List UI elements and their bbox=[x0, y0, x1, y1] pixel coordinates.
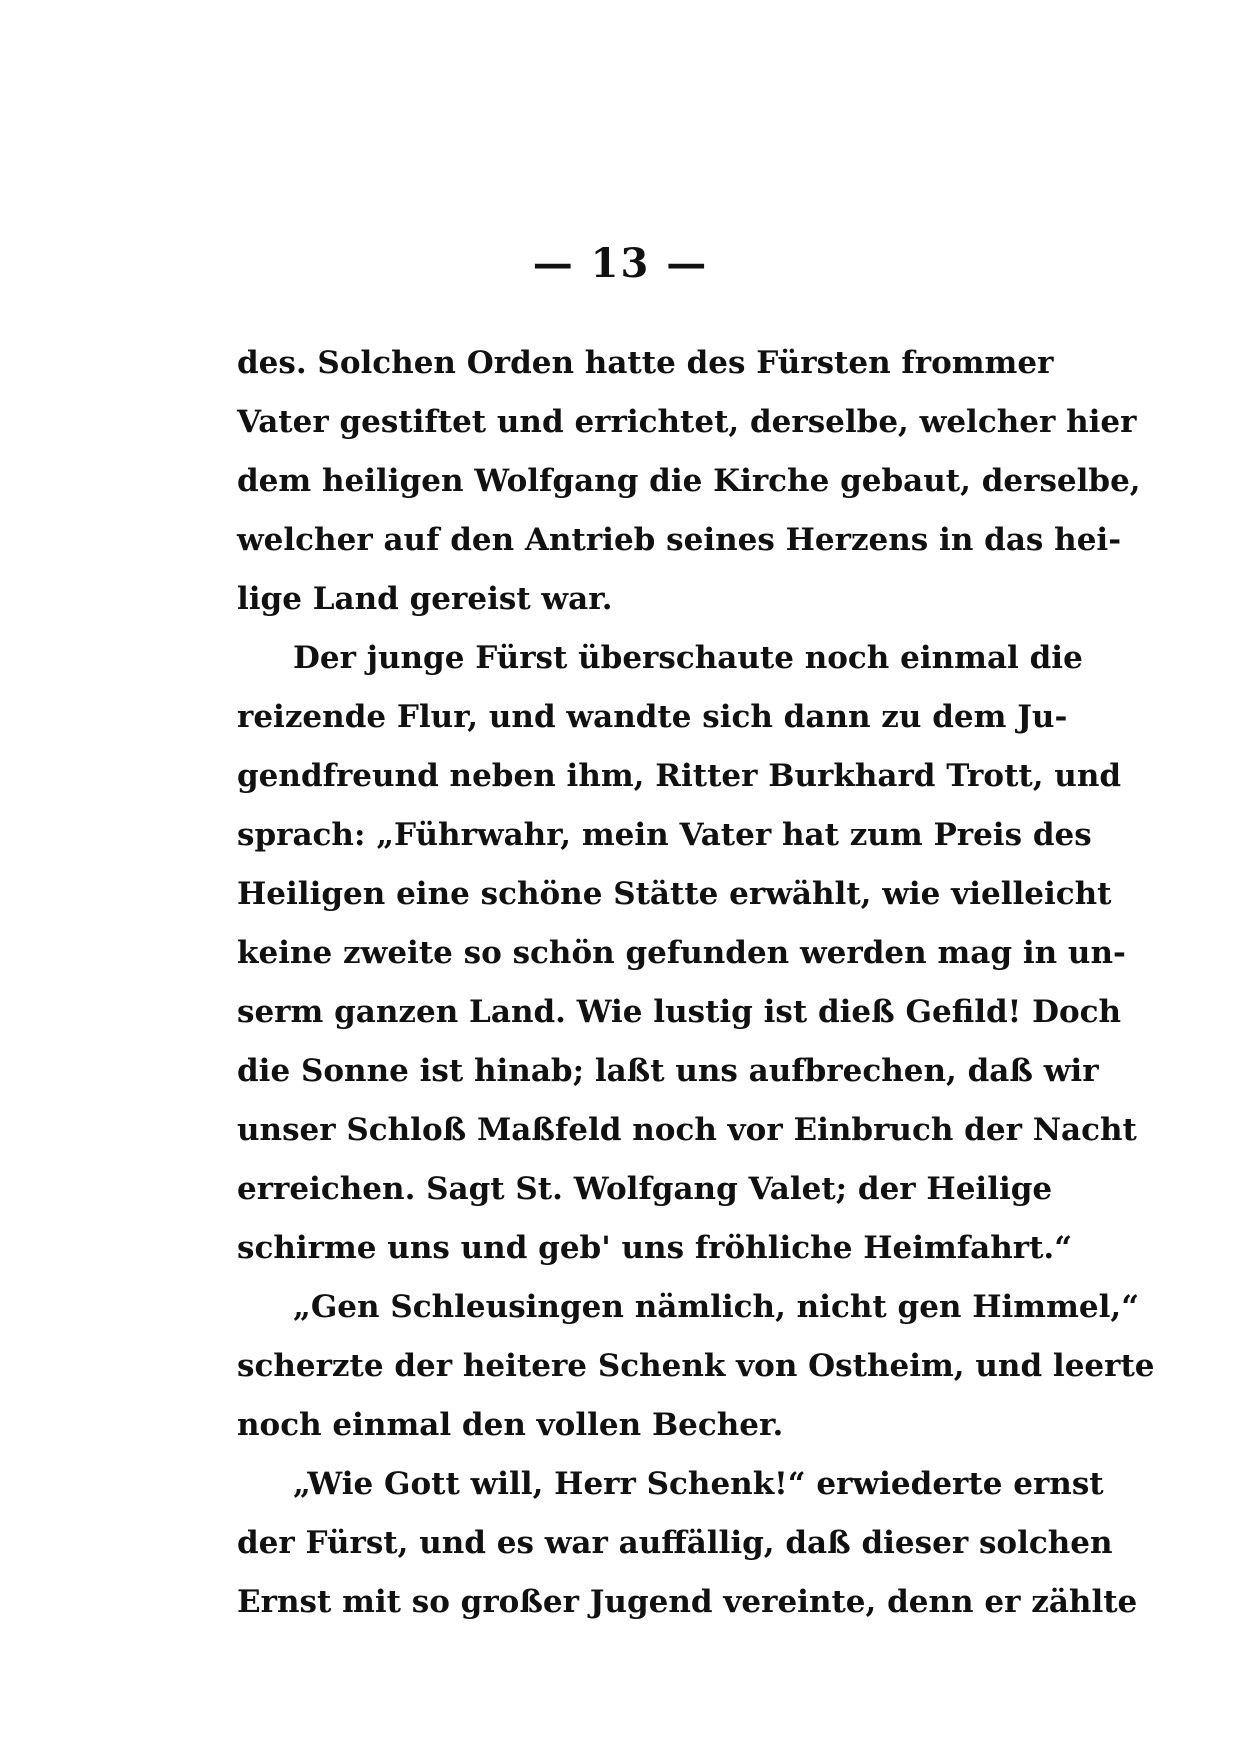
text-line: des. Solchen Orden hatte des Fürsten frommer bbox=[237, 345, 1054, 381]
paragraph bbox=[237, 629, 1137, 1278]
paragraph bbox=[237, 1455, 1138, 1632]
text-line: serm ganzen Land. Wie lustig ist dieß Gefild! Doch bbox=[237, 994, 1122, 1030]
text-line: „Wie Gott will, Herr Schenk!“ erwiederte ernst bbox=[293, 1466, 1104, 1502]
paragraph bbox=[237, 1278, 1155, 1455]
text-line: Heiligen eine schöne Stätte erwählt, wie vielleicht bbox=[237, 876, 1112, 912]
text-line: erreichen. Sagt St. Wolfgang Valet; der Heilige bbox=[237, 1171, 1053, 1207]
paragraph bbox=[237, 334, 1141, 629]
text-line: scherzte der heitere Schenk von Ostheim, und leerte bbox=[237, 1348, 1155, 1384]
text-line: „Gen Schleusingen nämlich, nicht gen Himmel,“ bbox=[293, 1289, 1140, 1325]
body-text bbox=[237, 334, 1155, 1632]
text-line: unser Schloß Maßfeld noch vor Einbruch der Nacht bbox=[237, 1112, 1137, 1148]
text-line: sprach: „Führwahr, mein Vater hat zum Preis des bbox=[237, 817, 1092, 853]
text-line: Vater gestiftet und errichtet, derselbe, welcher hier bbox=[237, 404, 1137, 440]
text-line: Ernst mit so großer Jugend vereinte, denn er zählte bbox=[237, 1584, 1138, 1620]
page-number-header: — 13 — bbox=[532, 240, 709, 287]
text-line: Der junge Fürst überschaute noch einmal die bbox=[293, 640, 1083, 676]
text-line: keine zweite so schön gefunden werden mag in un- bbox=[237, 935, 1126, 971]
text-line: gendfreund neben ihm, Ritter Burkhard Trott, und bbox=[237, 758, 1122, 794]
text-line: der Fürst, und es war auffällig, daß dieser solchen bbox=[237, 1525, 1113, 1561]
text-line: schirme uns und geb' uns fröhliche Heimfahrt.“ bbox=[237, 1230, 1073, 1266]
text-line: reizende Flur, und wandte sich dann zu dem Ju- bbox=[237, 699, 1068, 735]
text-line: noch einmal den vollen Becher. bbox=[237, 1407, 784, 1443]
text-line: lige Land gereist war. bbox=[237, 581, 613, 617]
text-line: welcher auf den Antrieb seines Herzens in das hei- bbox=[237, 522, 1122, 558]
text-line: dem heiligen Wolfgang die Kirche gebaut, derselbe, bbox=[237, 463, 1141, 499]
text-line: die Sonne ist hinab; laßt uns aufbrechen, daß wir bbox=[237, 1053, 1099, 1089]
